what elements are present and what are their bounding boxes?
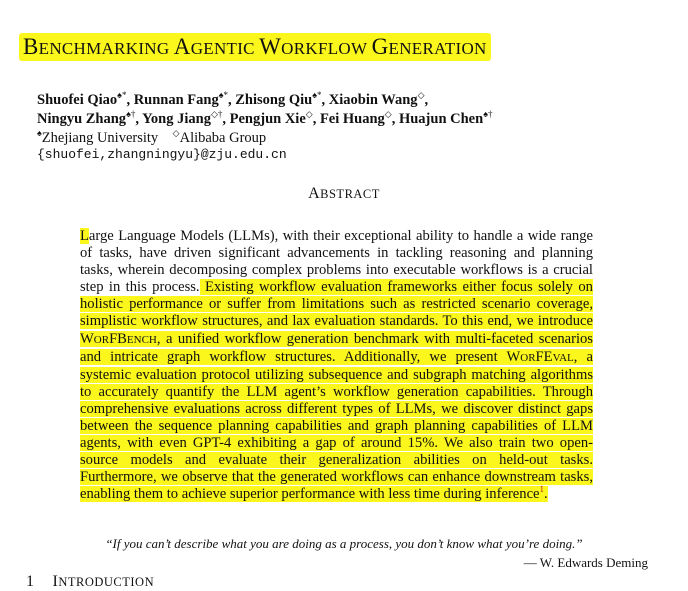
paper-title [19, 33, 491, 61]
epigraph-quote: “If you can’t describe what you are doing as a process, you don’t know what you’re doing.” [105, 536, 583, 551]
epigraph-author: — W. Edwards Deming [523, 555, 648, 570]
title-word: BENCHMARKING [23, 34, 170, 59]
affiliation: ◇Alibaba Group [172, 128, 267, 146]
author: Huajun Chen♠† [398, 109, 493, 127]
author: Shuofei Qiao♠*, [37, 90, 134, 108]
email: {shuofei,zhangningyu}@zju.edu.cn [37, 147, 287, 162]
affiliation: ♠Zhejiang University [37, 128, 159, 146]
title-word: WORKFLOW [259, 34, 368, 59]
benchmark-name: WORFBENCH [80, 330, 157, 347]
section-heading: 1 INTRODUCTION [26, 573, 155, 590]
author-line-1 [37, 90, 428, 109]
author: Xiaobin Wang◇, [328, 90, 429, 108]
author-line-2 [37, 109, 492, 128]
footnote-link[interactable]: 1 [539, 484, 545, 495]
author: Yong Jiang◇†, [142, 109, 230, 127]
abstract-sentence: arge Language Models (LLMs), with their exceptional ability to handle a wide range of tasks, have driven significant advancements in tackling reasoning and planning tasks, wherein decomposing complex problems into executable workflows is a crucial step in this process. [80, 228, 593, 296]
title-word: GENERATION [371, 34, 487, 59]
author: Pengjun Xie◇, [229, 109, 320, 127]
title-word: AGENTIC [173, 34, 255, 59]
author: Runnan Fang♠*, [133, 90, 236, 108]
abstract-highlight: Existing workflow evaluation frameworks either focus solely on holistic performance or suffer from limitations such as restricted scenario coverage, simplistic workflow structures, and lax evaluation standards. To this end, we introduce WORFBENCH, a unified workflow generation benchmark with multi-faceted scenarios and intricate graph workflow structures. Additionally, we present WORFEVAL, a systemic evaluation protocol utilizing subsequence and subgraph matching algorithms to accurately quantify the LLM agent’s workflow generation capabilities. Through comprehensive evaluations across different types of LLMs, we discover distinct gaps between the sequence planning capabilities and graph planning capabilities of LLM agents, with even GPT-4 exhibiting a gap of around 15%. We also train two open-source models and evaluate their generalization abilities on held-out tasks. Furthermore, we observe that the generated workflows can enhance downstream tasks, enabling them to achieve superior performance with less time during inference$^1$. [80, 279, 593, 503]
author: Zhisong Qiu♠*, [235, 90, 329, 108]
affiliations [37, 128, 266, 147]
drop-letter: L [80, 228, 89, 244]
abstract-body [80, 228, 593, 504]
abstract-heading: ABSTRACT [308, 185, 380, 202]
protocol-name: WORFEVAL [506, 348, 574, 365]
author: Fei Huang◇, [319, 109, 399, 127]
author: Ningyu Zhang♠†, [37, 109, 143, 127]
